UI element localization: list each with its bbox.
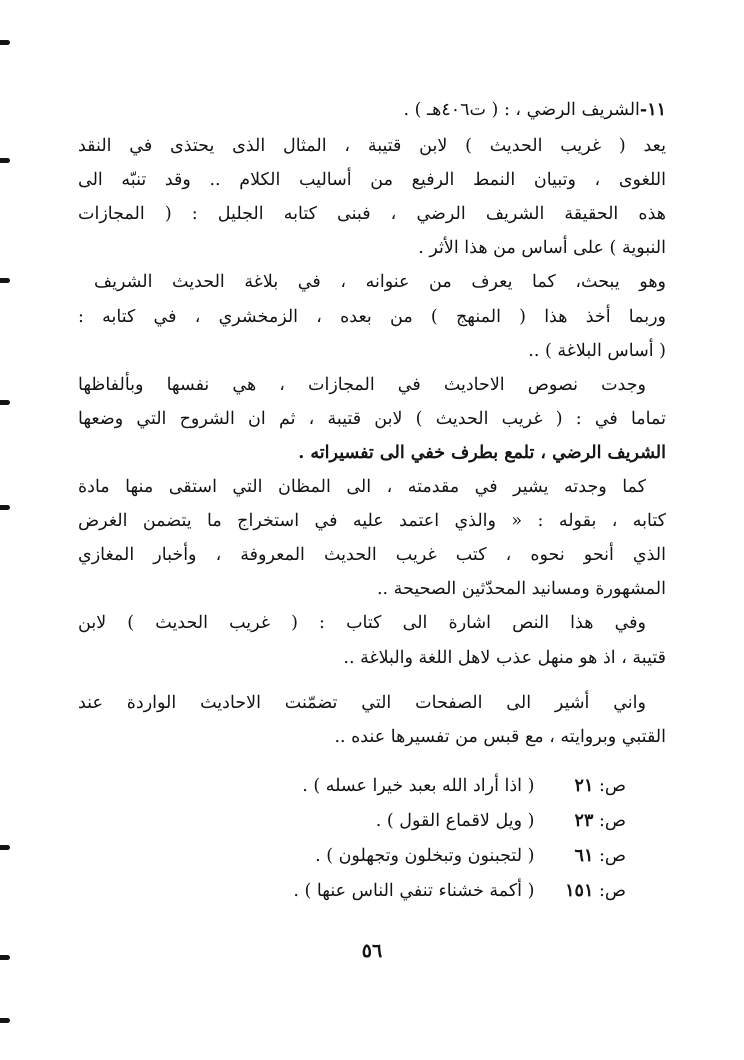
paragraph-line: وجدت نصوص الاحاديث في المجازات ، هي نفسها وبألفاظها [78,375,646,395]
reference-item [302,773,626,799]
reference-page-ref [540,773,626,799]
paragraph-line: تماما في : ( غريب الحديث ) لابن قتيبة ، ثم ان الشروح التي وضعها [78,409,666,429]
paragraph-line: قتيبة ، اذ هو منهل عذب لاهل اللغة والبلاغة .. [343,648,666,668]
reference-page-number: ٢٣ [574,811,594,831]
reference-prefix: ص: [598,811,626,831]
binding-mark [0,40,10,45]
paragraph-line: وهو يبحث، كما يعرف من عنوانه ، في بلاغة الحديث الشريف [94,272,666,292]
reference-text: ( ويل لاقماع القول ) . [375,811,535,831]
paragraph-line: هذه الحقيقة الشريف الرضي ، فبنى كتابه الجليل : ( المجازات [78,204,666,224]
reference-page-ref [540,843,626,869]
reference-prefix: ص: [598,846,626,866]
binding-mark [0,505,10,510]
reference-page-number: ١٥١ [565,881,594,901]
binding-mark [0,845,10,850]
paragraph-line: المشهورة ومسانيد المحدّثين الصحيحة .. [376,579,666,599]
paragraph-line: وفي هذا النص اشارة الى كتاب : ( غريب الحديث ) لابن [78,613,646,633]
reference-page-ref [540,878,626,904]
reference-text: ( أكمة خشناء تنفي الناس عنها ) . [293,881,535,901]
paragraph-line: كما وجدته يشير في مقدمته ، الى المظان التي استقى منها مادة [78,477,646,497]
reference-item [293,878,626,904]
reference-text: ( لتجبنون وتبخلون وتجهلون ) . [315,846,535,866]
paragraph-line: النبوية ) على أساس من هذا الأثر . [418,238,666,258]
binding-mark [0,278,10,283]
paragraph-line: القتبي وبروايته ، مع قبس من تفسيرها عنده .. [334,727,666,747]
reference-prefix: ص: [598,881,626,901]
paragraph-line: الذي أنحو نحوه ، كتب غريب الحديث المعروفة ، وأخبار المغازي [78,545,666,565]
reference-text: ( اذا أراد الله بعبد خيرا عسله ) . [302,776,535,796]
paragraph-line: وربما أخذ هذا ( المنهج ) من بعده ، الزمخشري ، في كتابه : [78,307,666,327]
binding-mark [0,1018,10,1023]
reference-item [376,808,626,834]
paragraph-line: كتابه ، بقوله : « والذي اعتمد عليه في استخراج ما يتضمن الغرض [78,511,666,531]
binding-mark [0,400,10,405]
paragraph-line: اللغوى ، وتبيان النمط الرفيع من أساليب الكلام .. وقد تنبّه الى [78,170,666,190]
paragraph-line: ( أساس البلاغة ) .. [528,341,666,361]
reference-page-ref [540,808,626,834]
reference-prefix: ص: [598,776,626,796]
page-number: ٥٦ [361,940,383,962]
reference-item [315,843,626,869]
binding-mark [0,158,10,163]
section-heading [403,97,666,123]
paragraph-line: الشريف الرضي ، تلمع بطرف خفي الى تفسيراته . [298,443,666,463]
reference-page-number: ٢١ [574,776,594,796]
section-number: ١١- [639,100,666,120]
section-title: الشريف الرضي ، : ( ت٤٠٦هـ ) . [403,100,640,120]
paragraph-line: يعد ( غريب الحديث ) لابن قتيبة ، المثال الذى يحتذى في النقد [78,136,666,156]
reference-page-number: ٦١ [574,846,594,866]
paragraph-line: واني أشير الى الصفحات التي تضمّنت الاحاديث الواردة عند [78,693,646,713]
